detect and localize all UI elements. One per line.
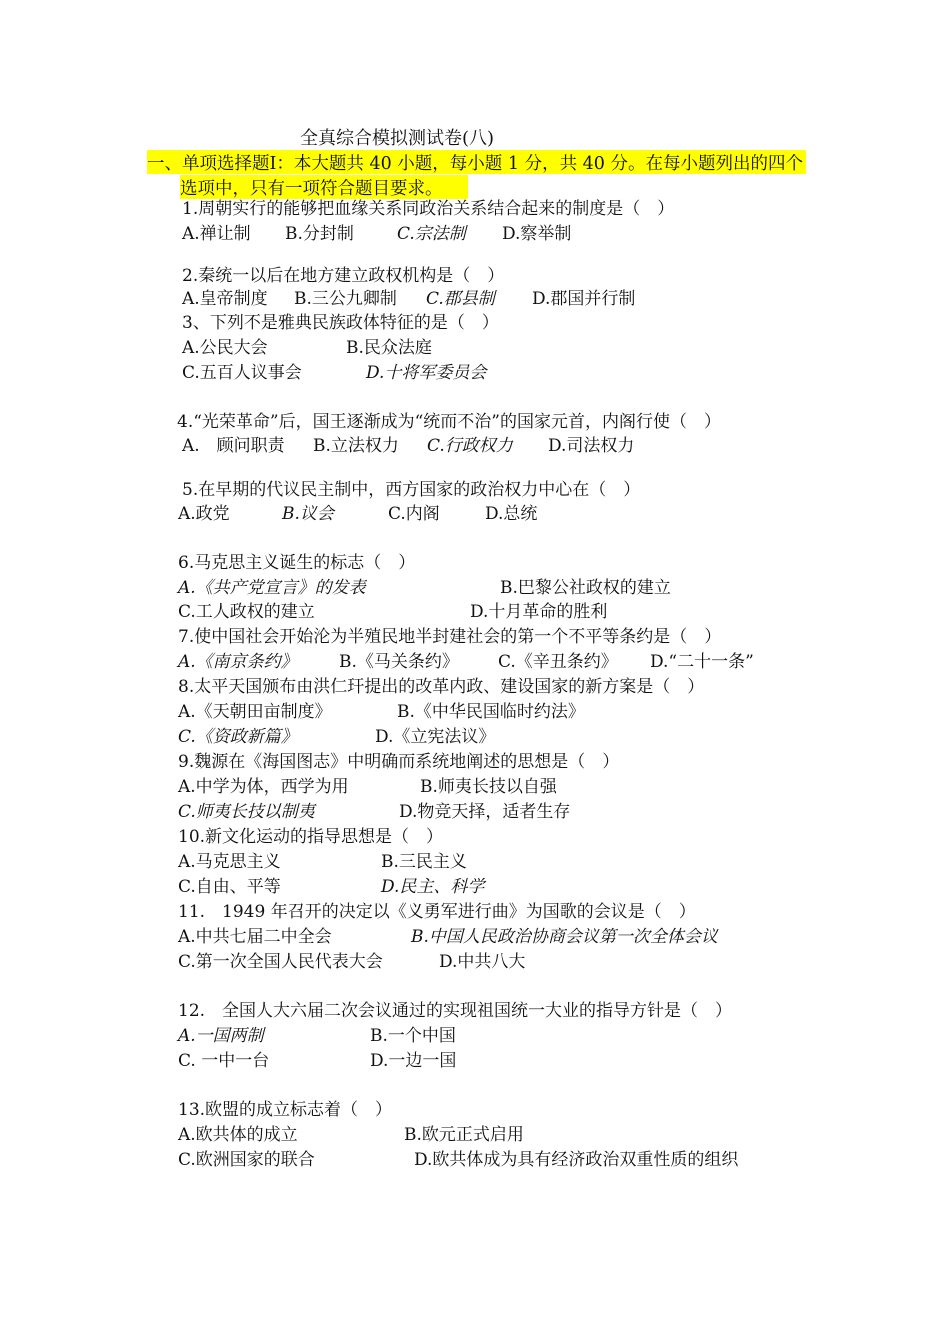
option-c: C.第一次全国人民代表大会 (178, 952, 383, 972)
option-c: C.欧洲国家的联合 (178, 1150, 315, 1170)
option-c: C.工人政权的建立 (178, 602, 315, 622)
option-a-answer: A.《共产党宣言》的发表 (178, 578, 366, 598)
question-13: 13.欧盟的成立标志着（ ） (178, 1100, 393, 1120)
question-2: 2.秦统一以后在地方建立政权机构是（ ） (182, 266, 505, 286)
option-d: D.郡国并行制 (532, 289, 636, 309)
question-1: 1.周朝实行的能够把血缘关系同政治关系结合起来的制度是（ ） (182, 199, 675, 219)
option-b: B.《中华民国临时约法》 (397, 702, 585, 722)
question-8: 8.太平天国颁布由洪仁玕提出的改革内政、建设国家的新方案是（ ） (178, 677, 705, 697)
option-a: A.中学为体，西学为用 (178, 777, 349, 797)
option-a-answer: A.《南京条约》 (178, 652, 298, 672)
option-a: A.中共七届二中全会 (178, 927, 332, 947)
option-d: D.物竞天择，适者生存 (399, 802, 571, 822)
option-d: D.十月革命的胜利 (470, 602, 608, 622)
section-heading: 一、单项选择题Ⅰ：本大题共 40 小题，每小题 1 分，共 40 分。在每小题列出的四个 (147, 154, 803, 174)
question-7: 7.使中国社会开始沦为半殖民地半封建社会的第一个不平等条约是（ ） (178, 627, 722, 647)
option-c: C.内阁 (388, 504, 440, 524)
option-d: D.总统 (485, 504, 538, 524)
option-c: C.《辛丑条约》 (498, 652, 618, 672)
option-a: A.马克思主义 (178, 852, 281, 872)
option-c: C.自由、平等 (178, 877, 281, 897)
option-c-answer: C.宗法制 (397, 224, 466, 244)
page-title: 全真综合模拟测试卷(八) (300, 128, 495, 149)
option-a: A.《天朝田亩制度》 (178, 702, 332, 722)
option-d: D.中共八大 (439, 952, 526, 972)
question-6: 6.马克思主义诞生的标志（ ） (178, 553, 416, 573)
option-d-answer: D.民主、科学 (381, 877, 485, 897)
option-b-answer: B.议会 (282, 504, 334, 524)
option-a: A.政党 (178, 504, 230, 524)
option-d: D.“二十一条” (650, 652, 754, 672)
option-d: D.司法权力 (548, 436, 635, 456)
option-a: A.公民大会 (182, 338, 268, 358)
question-3: 3、下列不是雅典民族政体特征的是（ ） (182, 313, 499, 333)
option-c-answer: C.《资政新篇》 (178, 727, 298, 747)
question-4: 4.“光荣革命”后，国王逐渐成为“统而不治”的国家元首，内阁行使（ ） (177, 412, 721, 432)
option-c: C.五百人议事会 (182, 363, 302, 383)
option-a: A.欧共体的成立 (178, 1125, 298, 1145)
option-b: B.立法权力 (313, 436, 399, 456)
option-b: B.一个中国 (370, 1026, 456, 1046)
question-9: 9.魏源在《海国图志》中明确而系统地阐述的思想是（ ） (178, 752, 620, 772)
option-b: B.三公九卿制 (294, 289, 397, 309)
question-5: 5.在早期的代议民主制中，西方国家的政治权力中心在（ ） (182, 480, 641, 500)
option-b: B.欧元正式启用 (404, 1125, 524, 1145)
option-b: B.分封制 (285, 224, 354, 244)
option-b: B.民众法庭 (346, 338, 432, 358)
question-10: 10.新文化运动的指导思想是（ ） (178, 827, 444, 847)
option-d: D.察举制 (502, 224, 572, 244)
question-12: 12. 全国人大六届二次会议通过的实现祖国统一大业的指导方针是（ ） (178, 1001, 733, 1021)
option-b: B.三民主义 (381, 852, 467, 872)
option-b: B.巴黎公社政权的建立 (500, 578, 671, 598)
option-c: C. 一中一台 (178, 1051, 270, 1071)
option-c-answer: C.行政权力 (427, 436, 513, 456)
option-d: D.一边一国 (370, 1051, 457, 1071)
option-d: D.《立宪法议》 (375, 727, 496, 747)
question-11: 11. 1949 年召开的决定以《义勇军进行曲》为国歌的会议是（ ） (178, 902, 696, 922)
option-a: A.皇帝制度 (182, 289, 268, 309)
option-d-answer: D.十将军委员会 (366, 363, 487, 383)
option-d: D.欧共体成为具有经济政治双重性质的组织 (414, 1150, 739, 1170)
section-heading-cont: 选项中，只有一项符合题目要求。 (180, 179, 443, 199)
option-a: A.禅让制 (182, 224, 251, 244)
option-a: A. 顾问职责 (182, 436, 285, 456)
option-b: B.师夷长技以自强 (420, 777, 557, 797)
option-c-answer: C.郡县制 (426, 289, 495, 309)
option-b-answer: B.中国人民政治协商会议第一次全体会议 (411, 927, 718, 947)
option-c-answer: C.师夷长技以制夷 (178, 802, 315, 822)
option-a-answer: A.一国两制 (178, 1026, 264, 1046)
option-b: B.《马关条约》 (339, 652, 459, 672)
